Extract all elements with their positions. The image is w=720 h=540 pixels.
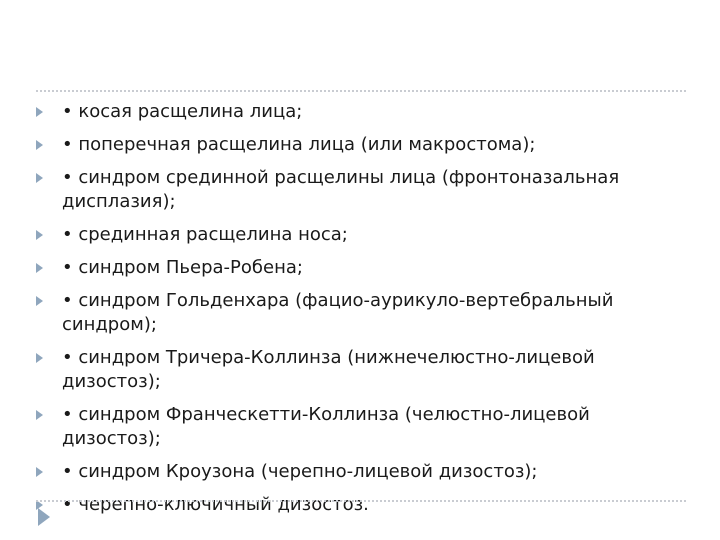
list-item-text: • черепно-ключичный дизостоз. bbox=[62, 494, 369, 515]
list-item-text: • срединная расщелина носа; bbox=[62, 224, 348, 245]
list-item bbox=[30, 100, 690, 124]
list-item bbox=[30, 289, 690, 337]
list-item bbox=[30, 223, 690, 247]
list-item-text: • поперечная расщелина лица (или макростома); bbox=[62, 134, 536, 155]
list-item-text: • синдром Тричера-Коллинза (нижнечелюстно-лицевой дизостоз); bbox=[62, 347, 595, 392]
list-item bbox=[30, 403, 690, 451]
bullet-arrow-icon bbox=[36, 107, 43, 117]
list-item bbox=[30, 346, 690, 394]
list-item-text: • синдром Франческетти-Коллинза (челюстно-лицевой дизостоз); bbox=[62, 404, 590, 449]
corner-arrow-icon bbox=[38, 508, 50, 526]
bullet-arrow-icon bbox=[36, 410, 43, 420]
bullet-arrow-icon bbox=[36, 140, 43, 150]
list-item bbox=[30, 133, 690, 157]
bullet-arrow-icon bbox=[36, 263, 43, 273]
list-item-text: • синдром срединной расщелины лица (фронтоназальная дисплазия); bbox=[62, 167, 620, 212]
list-item-text: • косая расщелина лица; bbox=[62, 101, 303, 122]
top-divider bbox=[36, 90, 686, 92]
bullet-list bbox=[30, 100, 690, 526]
bullet-arrow-icon bbox=[36, 230, 43, 240]
list-item bbox=[30, 460, 690, 484]
list-item-text: • синдром Гольденхара (фацио-аурикуло-вертебральный синдром); bbox=[62, 290, 614, 335]
list-item bbox=[30, 256, 690, 280]
bottom-divider bbox=[36, 500, 686, 502]
bullet-arrow-icon bbox=[36, 173, 43, 183]
list-item-text: • синдром Пьера-Робена; bbox=[62, 257, 303, 278]
list-item-text: • синдром Кроузона (черепно-лицевой дизостоз); bbox=[62, 461, 538, 482]
bullet-arrow-icon bbox=[36, 353, 43, 363]
bullet-arrow-icon bbox=[36, 467, 43, 477]
list-item bbox=[30, 166, 690, 214]
list-item bbox=[30, 493, 690, 517]
bullet-arrow-icon bbox=[36, 296, 43, 306]
